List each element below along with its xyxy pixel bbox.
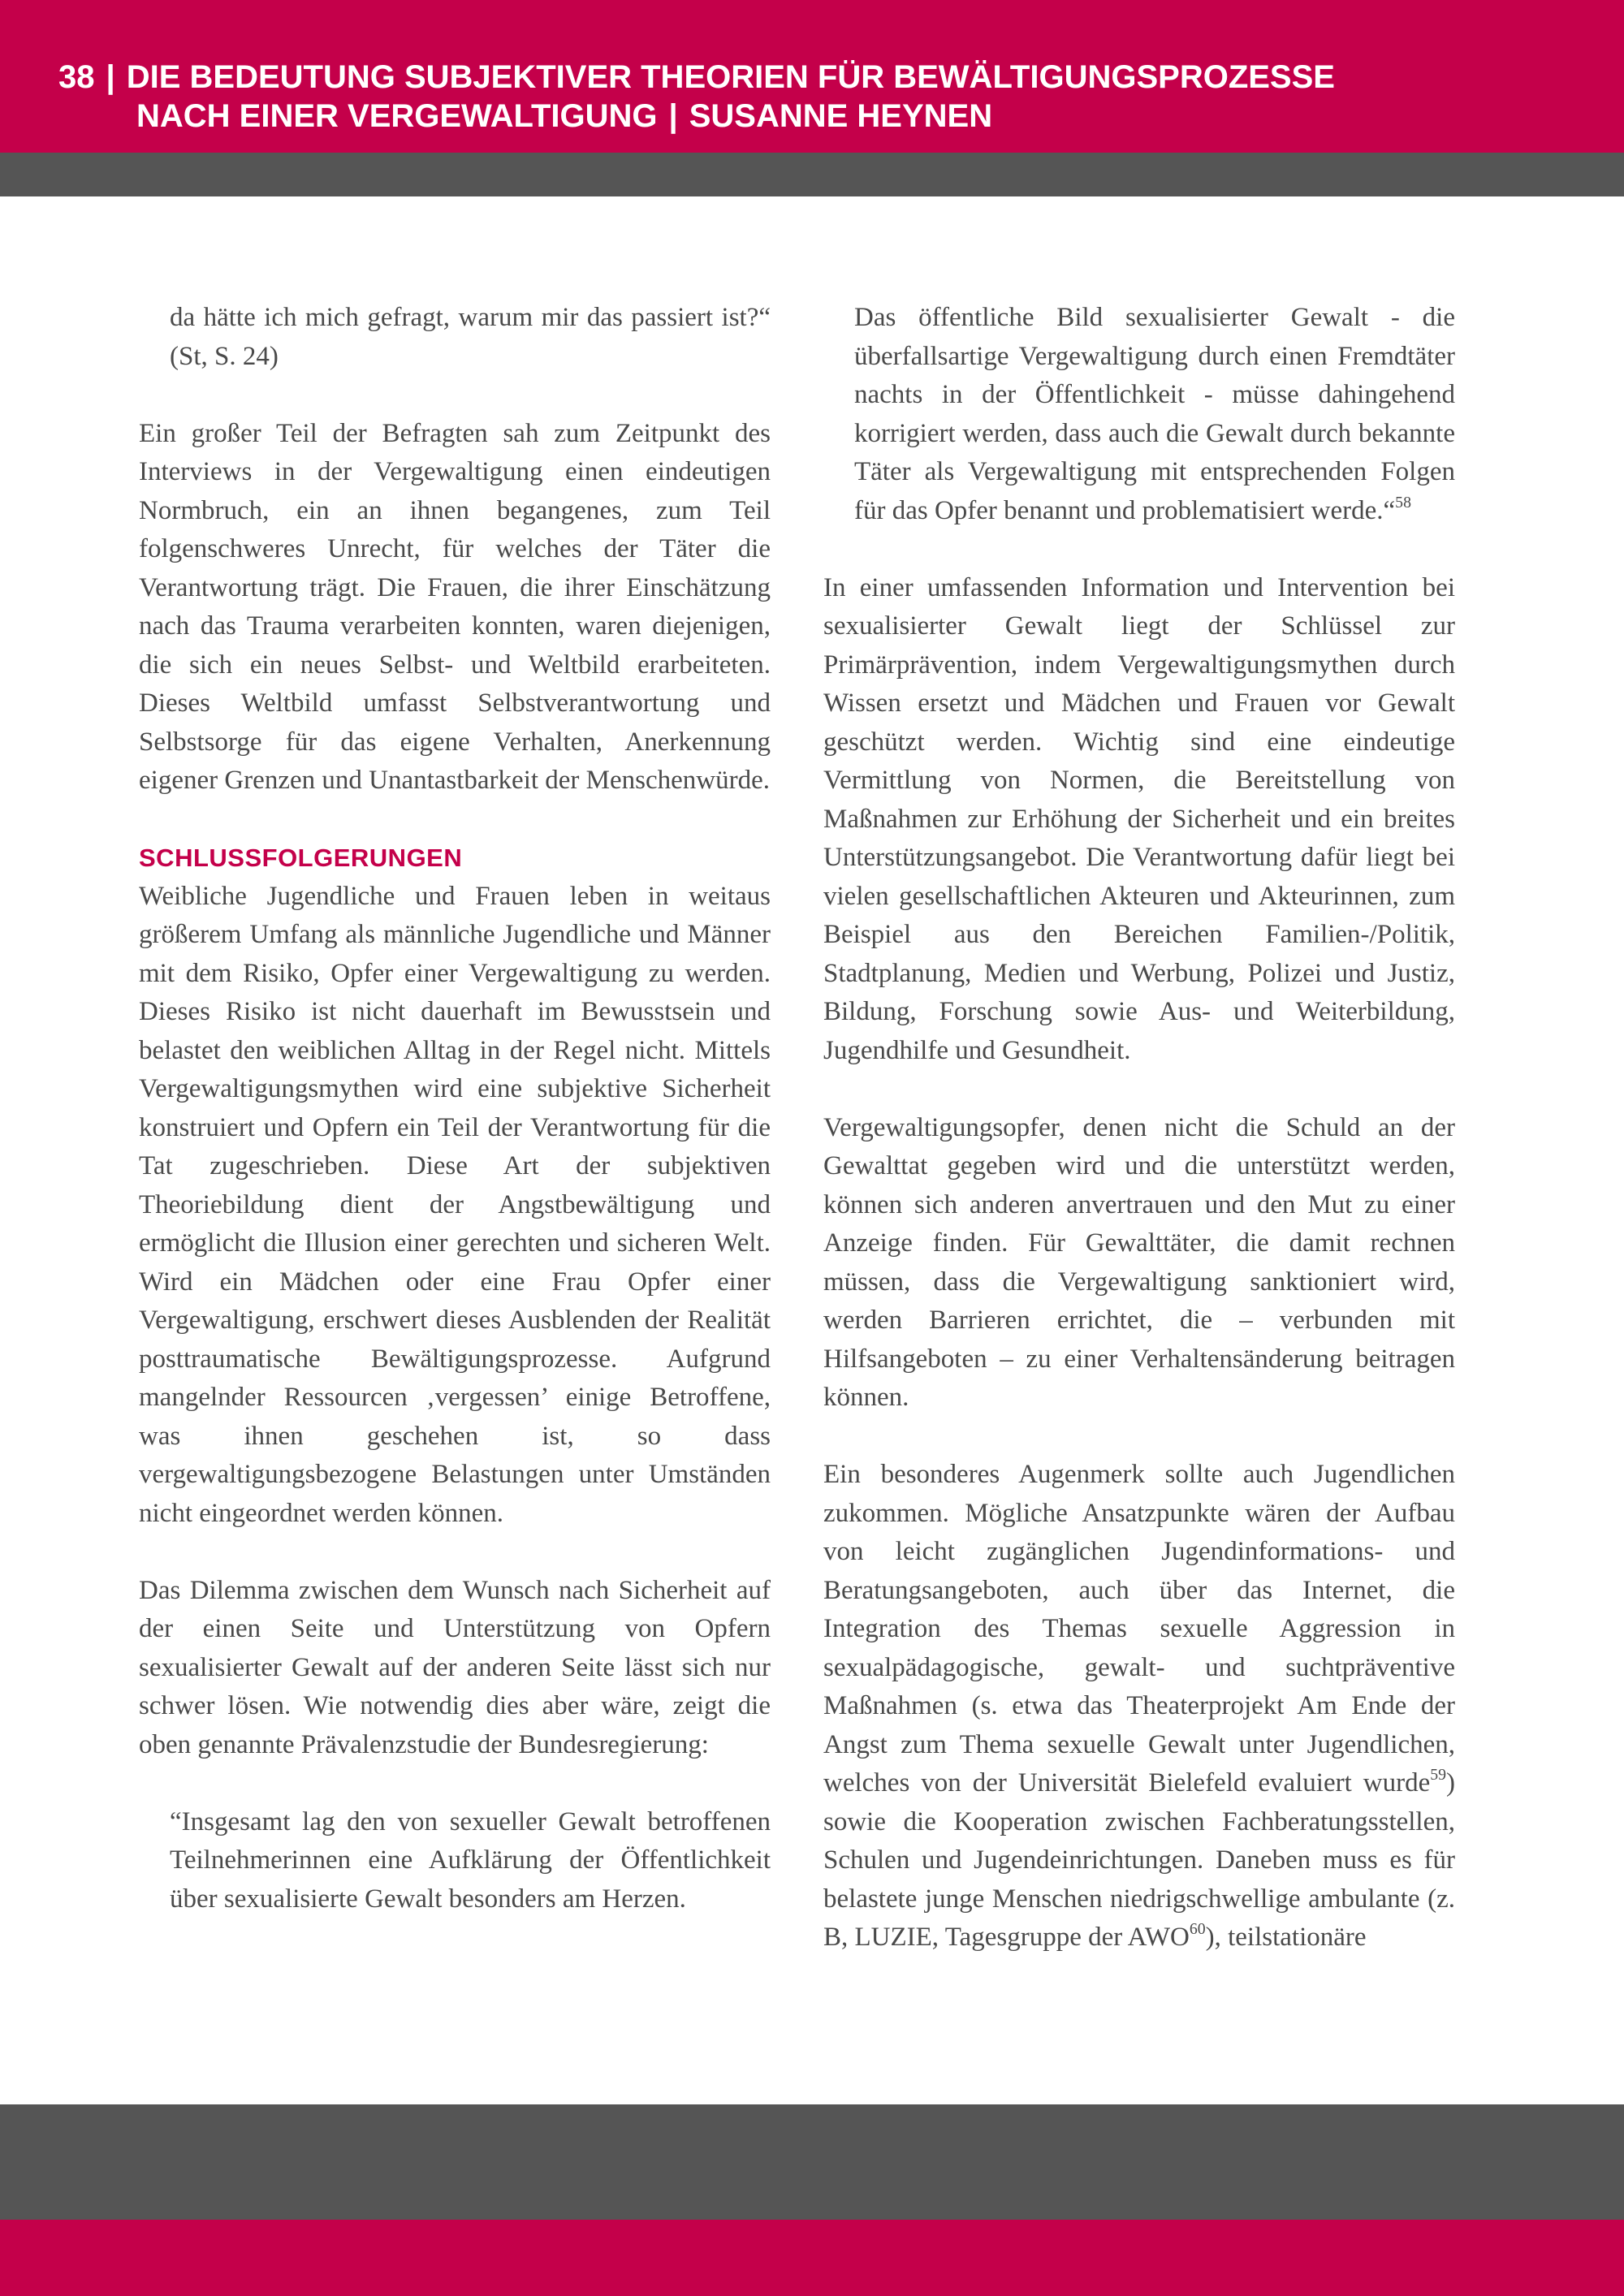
header-title-line-2: NACH EINER VERGEWALTIGUNG [136, 98, 658, 134]
section-heading: SCHLUSSFOLGERUNGEN [139, 844, 463, 872]
footer-gray-band [0, 2104, 1624, 2220]
paragraph-text: ) sowie die Kooperation zwischen Fachberatungsstellen, Schulen und Jugendeinrichtungen. Daneben muss es für belastete junge Menschen niedrigschwellige ambulante (z. B, LUZIE, Tagesgruppe der AWO [823, 1768, 1455, 1952]
paragraph: Weibliche Jugendliche und Frauen leben in weitaus größerem Umfang als männliche Jugendliche und Männer mit dem Risiko, Opfer einer Vergewaltigung zu werden. Dieses Risiko ist nicht dauerhaft im Bewusstsein und belastet den weiblichen Alltag in der Regel nicht. Mittels Vergewaltigungsmythen wird eine subjektive Sicherheit konstruiert und Opfern ein Teil der Verantwortung für die Tat zugeschrieben. Diese Art der subjektiven Theoriebildung dient der Angstbewältigung und ermöglicht die Illusion einer gerechten und sicheren Welt. Wird ein Mädchen oder eine Frau Opfer einer Vergewaltigung, erschwert dieses Ausblenden der Realität posttraumatische Bewältigungsprozesse. Aufgrund mangelnder Ressourcen ‚vergessen’ einige Betroffene, was ihnen geschehen ist, so dass vergewaltigungsbezogene Belastungen unter Umständen nicht eingeordnet werden können. [139, 881, 771, 1528]
paragraph: Vergewaltigungsopfer, denen nicht die Schuld an der Gewalttat gegeben wird und die unterstützt werden, können sich anderen anvertrauen und den Mut zu einer Anzeige finden. Für Gewalttäter, die damit rechnen müssen, dass die Vergewaltigung sanktioniert wird, werden Barrieren errichtet, die – verbunden mit Hilfsangeboten – zu einer Verhaltensänderung beitragen können. [823, 1112, 1455, 1412]
header-separator: | [106, 59, 115, 95]
paragraph-text: Ein besonderes Augenmerk sollte auch Jugendlichen zukommen. Mögliche Ansatzpunkte wären der Aufbau von leicht zugänglichen Jugendinformations- und Beratungsangeboten, auch über das Internet, die Integration des Themas sexuelle Aggression in sexualpädagogische, gewalt- und suchtpräventive Maßnahmen (s. etwa das Theaterprojekt Am Ende der Angst zum Thema sexuelle Gewalt unter Jugendlichen, welches von der Universität Bielefeld evaluiert wurde [823, 1460, 1455, 1798]
page-header [0, 0, 1624, 153]
page-number: 38 [58, 59, 95, 95]
header-line-1 [58, 58, 1335, 97]
paragraph: Das Dilemma zwischen dem Wunsch nach Sicherheit auf der einen Seite und Unterstützung von Opfern sexualisierter Gewalt auf der anderen Seite lässt sich nur schwer lösen. Wie notwendig dies aber wäre, zeigt die oben genannte Prävalenzstudie der Bundesregierung: [139, 1575, 771, 1759]
header-author: SUSANNE HEYNEN [689, 98, 993, 134]
footnote-ref-60: 60 [1189, 1920, 1206, 1939]
left-column [139, 299, 771, 1918]
quote-text: Das öffentliche Bild sexualisierter Gewalt - die überfallsartige Vergewaltigung durch einen Fremdtäter nachts in der Öffentlichkeit - müsse dahingehend korrigiert werden, dass auch die Gewalt durch bekannte Täter als Vergewaltigung mit entsprechenden Folgen für das Opfer benannt und problematisiert werde.“ [854, 303, 1455, 525]
header-separator-2: | [668, 98, 678, 134]
right-column [823, 299, 1455, 1957]
footer-red-band [0, 2220, 1624, 2296]
block-quote: “Insgesamt lag den von sexueller Gewalt betroffenen Teilnehmerinnen eine Aufklärung der Öffentlichkeit über sexualisierte Gewalt besonders am Herzen. [170, 1806, 771, 1914]
paragraph: In einer umfassenden Information und Intervention bei sexualisierter Gewalt liegt der Schlüssel zur Primärprävention, indem Vergewaltigungsmythen durch Wissen ersetzt und Mädchen und Frauen vor Gewalt geschützt werden. Wichtig sind eine eindeutige Vermittlung von Normen, die Bereitstellung von Maßnahmen zur Erhöhung der Sicherheit und ein breites Unterstützungsangebot. Die Verantwortung dafür liegt bei vielen gesellschaftlichen Akteuren und Akteurinnen, zum Beispiel aus den Bereichen Familien-/Politik, Stadtplanung, Medien und Werbung, Polizei und Justiz, Bildung, Forschung sowie Aus- und Weiterbildung, Jugendhilfe und Gesundheit. [823, 572, 1455, 1065]
footnote-ref-59: 59 [1430, 1766, 1446, 1785]
quote-continuation: da hätte ich mich gefragt, warum mir das passiert ist?“ (St, S. 24) [170, 303, 771, 371]
header-line-2 [136, 97, 992, 136]
paragraph-text: ), teilstationäre [1205, 1923, 1367, 1952]
header-title-line-1: DIE BEDEUTUNG SUBJEKTIVER THEORIEN FÜR BEWÄLTIGUNGSPROZESSE [126, 59, 1335, 95]
footnote-ref-58: 58 [1395, 493, 1411, 511]
paragraph: Ein großer Teil der Befragten sah zum Zeitpunkt des Interviews in der Vergewaltigung einen eindeutigen Normbruch, ein an ihnen begangenes, zum Teil folgenschweres Unrecht, für welches der Täter die Verantwortung trägt. Die Frauen, die ihrer Einschätzung nach das Trauma verarbeiten konnten, waren diejenigen, die sich ein neues Selbst- und Weltbild erarbeiteten. Dieses Weltbild umfasst Selbstverantwortung und Selbstsorge für das eigene Verhalten, Anerkennung eigener Grenzen und Unantastbarkeit der Menschenwürde. [139, 418, 771, 795]
paragraph [823, 1456, 1455, 1957]
header-gray-band [0, 153, 1624, 196]
block-quote-continuation [823, 299, 1455, 530]
